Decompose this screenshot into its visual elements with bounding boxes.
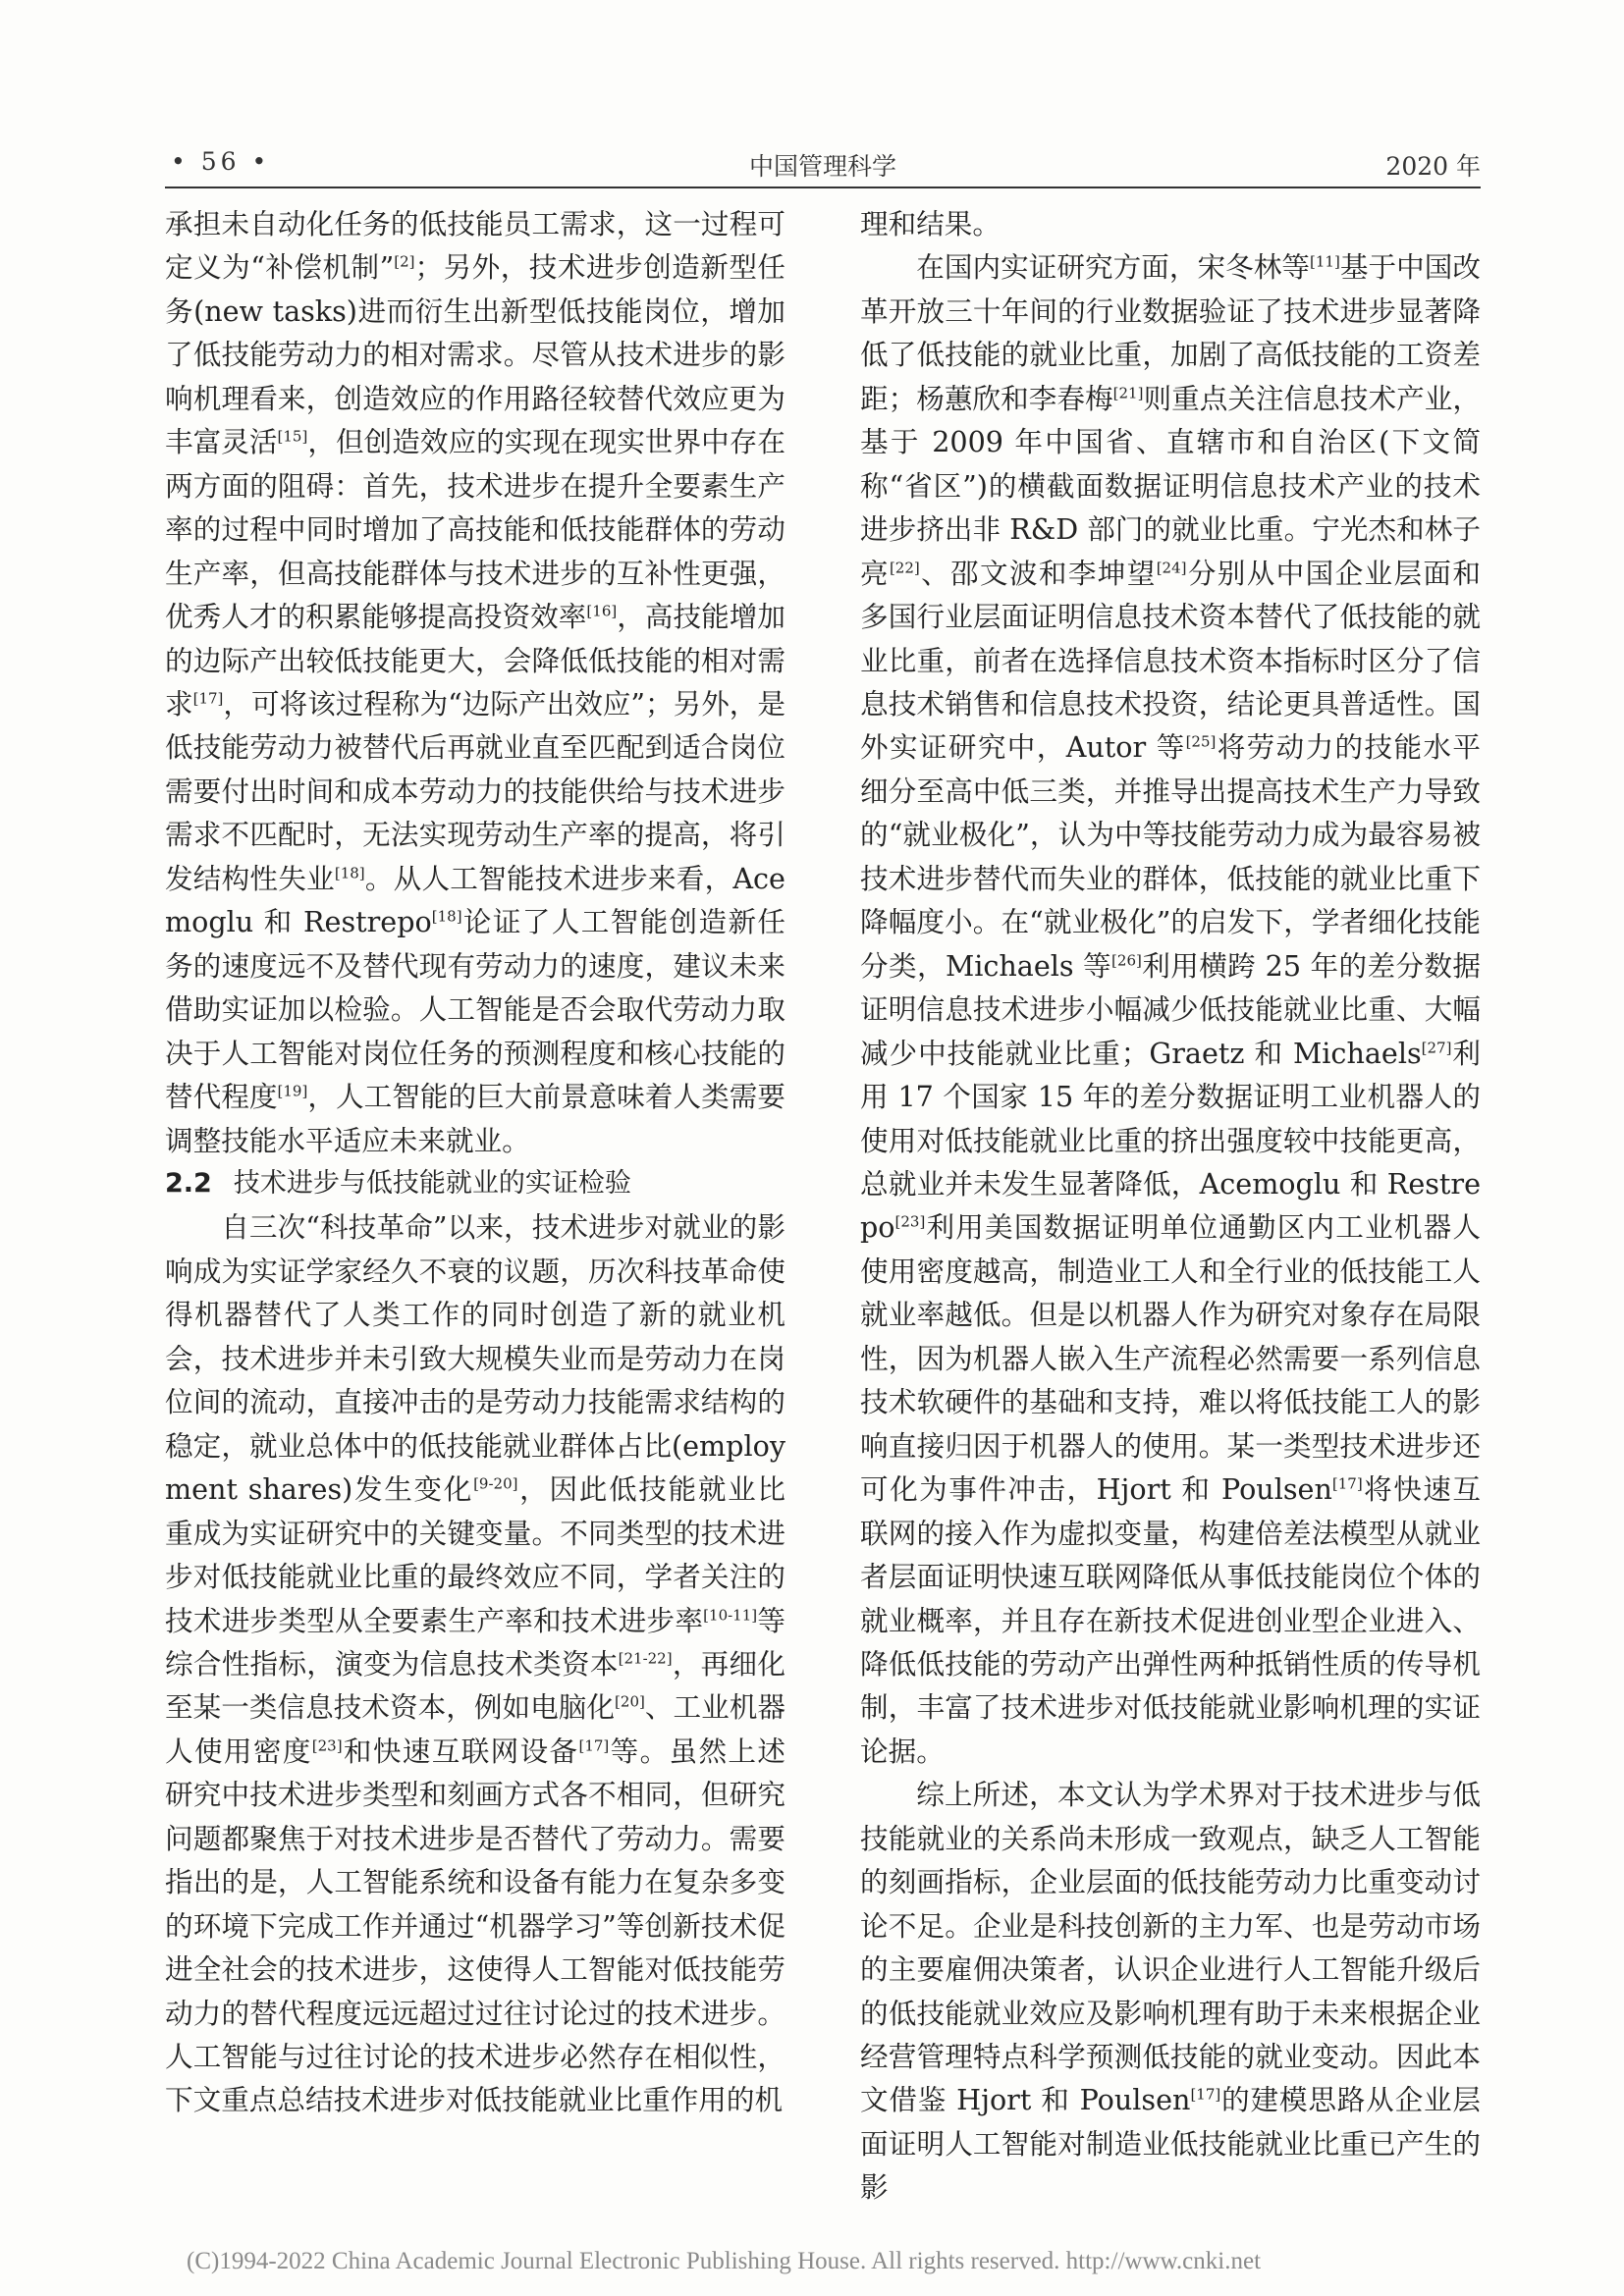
paragraph: 理和结果。 [860, 207, 1001, 240]
citation[interactable]: [21-22] [618, 1649, 673, 1668]
paragraph: 承担未自动化任务的低技能员工需求，这一过程可定义为“补偿机制”[2]；另外，技术进步创造新型任务(new tasks)进而衍生出新型低技能岗位，增加了低技能劳动力的相对需求。尽管从技术进步的影响机理看来，创造效应的作用路径较替代效应更为丰富灵活[15]，但创造效应的实现在现实世界中存在两方面的阻碍：首先，技术进步在提升全要素生产率的过程中同时增加了高技能和低技能群体的劳动生产率，但高技能群体与技术进步的互补性更强，优秀人才的积累能够提高投资效率[16]，高技能增加的边际产出较低技能更大，会降低低技能的相对需求[17]，可将该过程称为“边际产出效应”；另外，是低技能劳动力被替代后再就业直至匹配到适合岗位需要付出时间和成本劳动力的技能供给与技术进步需求不匹配时，无法实现劳动生产率的提高，将引发结构性失业[18]。从人工智能技术进步来看，Acemoglu 和 Restrepo[18]论证了人工智能创造新任务的速度远不及替代现有劳动力的速度，建议未来借助实证加以检验。人工智能是否会取代劳动力取决于人工智能对岗位任务的预测程度和核心技能的替代程度[19]，人工智能的巨大前景意味着人类需要调整技能水平适应未来就业。 [165, 207, 785, 1157]
citation[interactable]: [11] [1310, 252, 1340, 271]
citation[interactable]: [17] [1190, 2085, 1221, 2104]
citation[interactable]: [23] [894, 1212, 926, 1231]
header-rule [165, 187, 1481, 188]
citation[interactable]: [18] [334, 864, 365, 882]
citation[interactable]: [27] [1421, 1039, 1452, 1057]
section-heading [165, 1162, 785, 1205]
left-column [165, 202, 785, 2122]
section-number: 2.2 [165, 1167, 212, 1199]
citation[interactable]: [20] [615, 1692, 645, 1711]
citation[interactable]: [16] [586, 602, 618, 620]
citation[interactable]: [21] [1112, 384, 1144, 402]
citation[interactable]: [10-11] [703, 1605, 758, 1624]
journal-title: 中国管理科学 [748, 152, 896, 181]
citation[interactable]: [9-20] [473, 1474, 518, 1493]
citation[interactable]: [17] [192, 689, 224, 708]
citation[interactable]: [2] [394, 252, 415, 271]
paragraph: 自三次“科技革命”以来，技术进步对就业的影响成为实证学家经久不衰的议题，历次科技革命使得机器替代了人类工作的同时创造了新的就业机会，技术进步并未引致大规模失业而是劳动力在岗位间的流动，直接冲击的是劳动力技能需求结构的稳定，就业总体中的低技能就业群体占比(employment shares)发生变化[9-20]，因此低技能就业比重成为实证研究中的关键变量。不同类型的技术进步对低技能就业比重的最终效应不同，学者关注的技术进步类型从全要素生产率和技术进步率[10-11]等综合性指标，演变为信息技术类资本[21-22]，再细化至某一类信息技术资本，例如电脑化[20]、工业机器人使用密度[23]和快速互联网设备[17]等。虽然上述研究中技术进步类型和刻画方式各不相同，但研究问题都聚焦于对技术进步是否替代了劳动力。需要指出的是，人工智能系统和设备有能力在复杂多变的环境下完成工作并通过“机器学习”等创新技术促进全社会的技术进步，这使得人工智能对低技能劳动力的替代程度远远超过过往讨论过的技术进步。人工智能与过往讨论的技术进步必然存在相似性，下文重点总结技术进步对低技能就业比重作用的机 [165, 1210, 785, 2117]
citation[interactable]: [18] [431, 907, 462, 926]
page-number: • 56 • [171, 147, 271, 176]
right-column [860, 202, 1481, 2210]
running-header [165, 147, 1481, 183]
citation[interactable]: [25] [1185, 732, 1217, 751]
citation[interactable]: [17] [578, 1736, 610, 1755]
citation[interactable]: [22] [889, 559, 920, 577]
citation[interactable]: [17] [1331, 1474, 1363, 1493]
citation[interactable]: [26] [1111, 951, 1142, 970]
copyright-footer: (C)1994-2022 China Academic Journal Electronic Publishing House. All rights reserved. http://www.cnki.net [187, 2248, 1262, 2274]
section-title: 技术进步与低技能就业的实证检验 [233, 1167, 631, 1199]
citation[interactable]: [23] [311, 1736, 343, 1755]
publication-year: 2020 年 [1385, 152, 1481, 181]
citation[interactable]: [24] [1156, 559, 1187, 577]
citation[interactable]: [15] [277, 427, 308, 446]
paragraph: 在国内实证研究方面，宋冬林等[11]基于中国改革开放三十年间的行业数据验证了技术进步显著降低了低技能的就业比重，加剧了高低技能的工资差距；杨蕙欣和李春梅[21]则重点关注信息技术产业，基于 2009 年中国省、直辖市和自治区(下文简称“省区”)的横截面数据证明信息技术产业的技术进步挤出非 R&D 部门的就业比重。宁光杰和林子亮[22]、邵文波和李坤望[24]分别从中国企业层面和多国行业层面证明信息技术资本替代了低技能的就业比重，前者在选择信息技术资本指标时区分了信息技术销售和信息技术投资，结论更具普适性。国外实证研究中，Autor 等[25]将劳动力的技能水平细分至高中低三类，并推导出提高技术生产力导致的“就业极化”，认为中等技能劳动力成为最容易被技术进步替代而失业的群体，低技能的就业比重下降幅度小。在“就业极化”的启发下，学者细化技能分类，Michaels 等[26]利用横跨 25 年的差分数据证明信息技术进步小幅减少低技能就业比重、大幅减少中技能就业比重；Graetz 和 Michaels[27]利用 17 个国家 15 年的差分数据证明工业机器人的使用对低技能就业比重的挤出强度较中技能更高，总就业并未发生显著降低，Acemoglu 和 Restrepo[23]利用美国数据证明单位通勤区内工业机器人使用密度越高，制造业工人和全行业的低技能工人就业率越低。但是以机器人作为研究对象存在局限性，因为机器人嵌入生产流程必然需要一系列信息技术软硬件的基础和支持，难以将低技能工人的影响直接归因于机器人的使用。某一类型技术进步还可化为事件冲击，Hjort 和 Poulsen[17]将快速互联网的接入作为虚拟变量，构建倍差法模型从就业者层面证明快速互联网降低从事低技能岗位个体的就业概率，并且存在新技术促进创业型企业进入、降低低技能的劳动产出弹性两种抵销性质的传导机制，丰富了技术进步对低技能就业影响机理的实证论据。 [860, 250, 1481, 1768]
citation[interactable]: [19] [277, 1082, 308, 1100]
paragraph: 综上所述，本文认为学术界对于技术进步与低技能就业的关系尚未形成一致观点，缺乏人工智能的刻画指标，企业层面的低技能劳动力比重变动讨论不足。企业是科技创新的主力军、也是劳动市场的主要雇佣决策者，认识企业进行人工智能升级后的低技能就业效应及影响机理有助于未来根据企业经营管理特点科学预测低技能的就业变动。因此本文借鉴 Hjort 和 Poulsen[17]的建模思路从企业层面证明人工智能对制造业低技能就业比重已产生的影 [860, 1778, 1481, 2205]
